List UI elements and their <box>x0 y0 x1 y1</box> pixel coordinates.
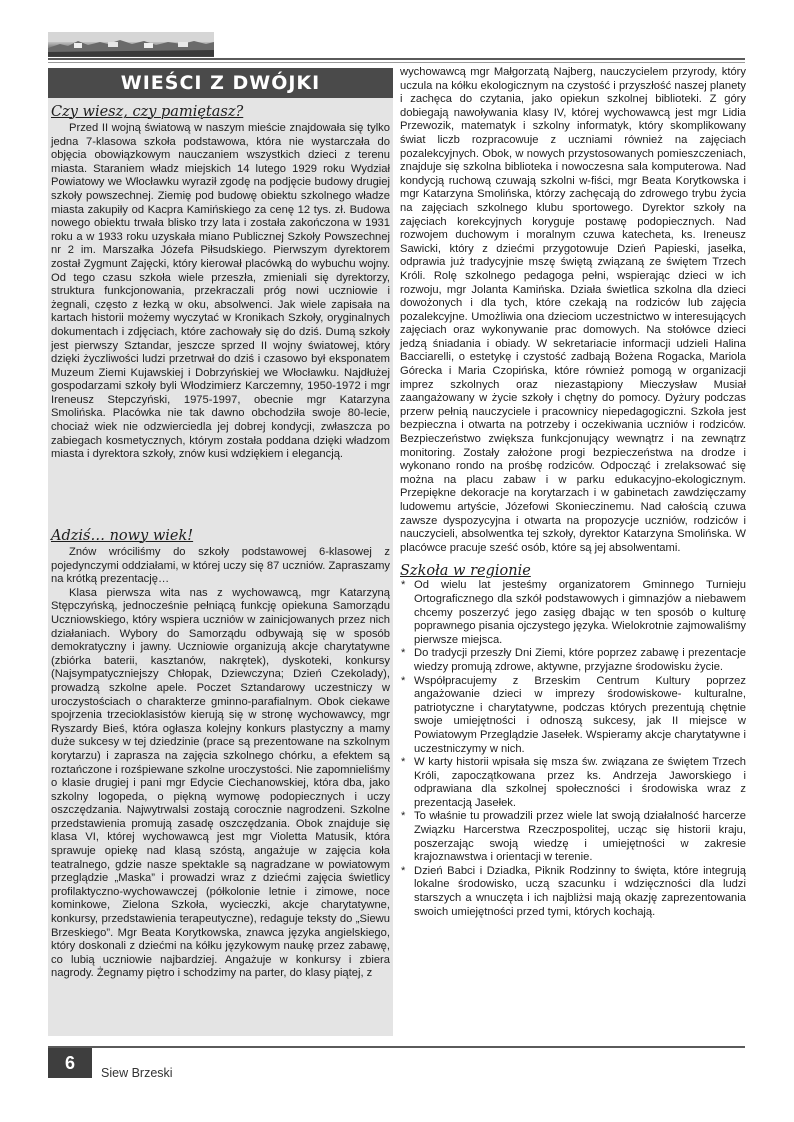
list-item: * Od wielu lat jesteśmy organizatorem Gminnego Turnieju Ortograficznego dla szkół podstawowych i gimnazjów a niebawem chcemy poszerzyć jego zasięg dbając w ten sposób o kulturę poprawnego pisania ojczystego języka. Wielokrotnie zajmowaliśmy pierwsze miejsca. <box>400 579 746 647</box>
magazine-name: Siew Brzeski <box>101 1066 173 1080</box>
page-number: 6 <box>48 1048 92 1078</box>
top-rule-thin <box>48 62 745 63</box>
section-title: WIEŚCI Z DWÓJKI <box>120 72 321 94</box>
heading-region: Szkoła w regionie <box>400 563 531 580</box>
header-photo-strip <box>48 32 214 57</box>
list-item: * Dzień Babci i Dziadka, Piknik Rodzinny to święta, które integrują lokalne środowisko, uczą szacunku i wdzięczności dla ludzi starszych a wnuczęta i ich najbliżsi mają okazję zaprezentowania swoich umiejętności przed tymi, których kochają. <box>400 865 746 919</box>
section-title-bar <box>48 68 393 98</box>
list-item: * To właśnie tu prowadzili przez wiele lat swoją działalność harcerze Związku Harcerstwa Rzeczpospolitej, ucząc się historii kraju, poszerzając swoją wiedzę i umiejętności w zakresie krajoznawstwa i orientacji w terenie. <box>400 810 746 864</box>
list-item: * W karty historii wpisała się msza św. związana ze świętem Trzech Króli, zapoczątkowana przez ks. Andrzeja Jaworskiego i odprawiana dla szkolnej społeczności i środowiska wraz z prezentacją Jasełek. <box>400 756 746 810</box>
heading-today: Adziś… nowy wiek! <box>51 528 194 544</box>
top-rule <box>48 58 745 60</box>
today-paragraph-3: wychowawcą mgr Małgorzatą Najberg, nauczycielem przyrody, który uczula na kółku ekologicznym na czystość i przyszłość naszej planety i zachęca do czytania, jako opiekun szkolnej biblioteki. Z góry dobiegają nawoływania klasy IV, której wychowawcą jest mgr Lidia Przewozik, matematyk i szkolny informatyk, który skomplikowany świat liczb rozpracowuje z uczniami również na zajęciach pozalekcyjnych. Obok, w nowych przystosowanych pomieszczeniach, znajduje się szkolna biblioteka i nowoczesna sala komputerowa. Nad kondycją ruchową czuwają szkolni w-fiści, mgr Beata Korytkowska i mgr Katarzyna Smolińska, którzy zachęcają do zdrowego trybu życia na zajęciach szkolnego klubu sportowego. Dyrektor szkoły na zajęciach korekcyjnych koryguje postawę podopiecznych. Nad rozwojem duchowym i moralnym czuwa katecheta, ks. Ireneusz Sawicki, który z dziećmi przygotowuje Dzień Papieski, jasełka, odprawia już tradycyjnie mszę świętą związaną ze świętem Trzech Króli. Rolę szkolnego pedagoga pełni, wspierając dzieci w ich rozwoju, mgr Jolanta Kamińska. Działa świetlica szkolna dla dzieci dowożonych i dla tych, które czekają na rodziców lub zajęcia pozalekcyjne. Umożliwia ona dzieciom uczestnictwo w interesujących zajęciach oraz wykonywanie prac domowych. Na stołówce dzieci jedzą śniadania i obiady. W sekretariacie informacji udzieli Halina Bacciarelli, o estetykę i czystość zadbają Bożena Rogacka, Mariola Górecka i Maria Czopińska, które również pomogą w organizacji imprez szkolnych oraz niezastąpiony Mieczysław Musiał zaangażowany w życie szkoły i chętny do pomocy. Dyżury podczas przerw pełnią nauczyciele i pracownicy niepedagogiczni. Szkoła jest bezpieczna i otwarta na potrzeby i oczekiwania uczniów i rodziców. Bezpieczeństwo zwiększa funkcjonujący wewnątrz i na zewnątrz monitoring. Zostały założone progi bezpieczeństwa na drodze i wykonano rondo na prośbę rodziców. Odpocząć i zrelaksować się można na placu zabaw i w parku edukacyjno-ekologicznym. Przepiękne dekoracje na korytarzach i w gabinetach zawdzięczamy ludowemu artyście, Józefowi Skonieczinemu. Nad całością czuwa zawsze dyspozycyjna i otwarta na propozycje uczniów, rodziców i nauczycieli, absolwentka tej szkoły, dyrektor Katarzyna Smolińska. W placówce pracuje sześć osób, które są jej absolwentami. <box>400 66 746 554</box>
list-item: * Do tradycji przeszły Dni Ziemi, które poprzez zabawę i prezentacje wiedzy promują zdrowe, aktywne, przyjazne środowisku życie. <box>400 647 746 674</box>
article-today <box>51 528 390 981</box>
bottom-rule <box>48 1046 745 1048</box>
today-paragraph-2: Klasa pierwsza wita nas z wychowawcą, mgr Katarzyną Stępczyńską, jednocześnie pełniącą funkcję opiekuna Samorządu Uczniowskiego, który wspiera uczniów w zainicjowanych przez nich działaniach. Wybory do Samorządu odbywają się w sposób demokratyczny i jawny. Uczniowie organizują akcje charytatywne (zbiórka baterii, kasztanów, nakrętek), dyskoteki, konkursy (Najsympatyczniejszy Chłopak, Dziewczyna; Dzień Czekolady), prowadzą szkolne apele. Poczet Sztandarowy uczestniczy w uroczystościach o charakterze gminno-parafialnym. Obok ciekawe spojrzenia trzecioklasistów kierują się w stronę wychowawcy, mgr Ryszardy Bieś, która ogłasza kolejny konkurs plastyczny a mamy duże sukcesy w tej dziedzinie (prace są prezentowane na szkolnym korytarzu) i zaprasza na zajęcia szkolnego chórku, a efektem są roztańczone i rozśpiewane szkolne uroczystości. Nie zapomnieliśmy o klasie drugiej i pani mgr Edycie Ciechanowskiej, która dba, jako szkolny logopeda, o piękną wymowę podopiecznych i uczy oszczędzania. Najwytrwalsi zostają corocznie nagrodzeni. Szkolne przedstawienia promują zasadę oszczędzania. Obok znajduje się klasa VI, której wychowawcą jest mgr Violetta Matusik, która sprawuje opiekę nad klasą szóstą, angażuje w zajęcia koła teatralnego, gdzie nasze spektakle są nagradzane w powiatowym przeglądzie „Maska” i prowadzi wraz z dziećmi zajęcia świetlicy profilaktyczno-wychowawczej (półkolonie letnie i zimowe, noce kominkowe, Zielona Szkoła, wycieczki, akcje charytatywne, konkursy, przedstawienia terapeutyczne), redaguje teksty do „Siewu Brzeskiego”. Mgr Beata Korytkowska, znawca języka angielskiego, który doskonali z dziećmi na kółku językowym naukę przez zabawę, co lubią uczniowie najbardziej. Angażuje w konkursy i zbiera nagrody. Żegnamy piętro i schodzimy na parter, do klasy piątej, z <box>51 586 390 980</box>
right-column <box>400 66 746 1046</box>
list-item: * Współpracujemy z Brzeskim Centrum Kultury poprzez angażowanie dzieci w imprezy środowiskowe- kulturalne, patriotyczne i charytatywne, podczas których prezentują chętnie swoje umiejętności i odnoszą sukcesy, jak II miejsce w Powiatowym Przeglądzie Jasełek. Wspieramy akcje charytatywne i uczestniczymy w nich. <box>400 675 746 757</box>
article-history <box>51 104 390 462</box>
heading-history: Czy wiesz, czy pamiętasz? <box>51 104 244 120</box>
history-paragraph: Przed II wojną światową w naszym mieście znajdowała się tylko jedna 7-klasowa szkoła podstawowa, która nie wystarczała do objęcia obowiązkowym nauczaniem wszystkich dzieci z terenu miasta. Staraniem władz miejskich 14 lutego 1929 roku Wydział Powiatowy we Włocławku wyraził zgodę na podjęcie budowy drugiej szkoły powszechnej. Ziemię pod budowę obiektu szkolnego władze miasta zakupiły od Kacpra Kamińskiego za cenę 12 tys. zł. Budowa nowego obiektu trwała blisko trzy lata i została zakończona w 1931 roku a w 1933 roku uzyskała miano Publicznej Szkoły Powszechnej nr 2 im. Marszałka Józefa Piłsudskiego. Pierwszym dyrektorem został Zygmunt Zajęcki, który kierował placówką do wybuchu wojny. Od tego czasu szkoła wiele przeszła, zmieniali się dyrektorzy, struktura funkcjonowania, przekraczali próg nowi uczniowie i żegnali, często z łezką w oku, absolwenci. Jak wiele zapisała na kartach historii możemy wyczytać w Kronikach Szkoły, oryginalnych dokumentach i zdjęciach, które zachowały się do dziś. Dumą szkoły jest pierwszy Sztandar, jeszcze sprzed II wojny światowej, który dzięki życzliwości ludzi przetrwał do dziś i czasowo był eksponatem Muzeum Ziemi Kujawskiej i Dobrzyńskiej we Włocławku. Najdłużej gospodarzami szkoły byli Włodzimierz Karczemny, 1950-1972 i mgr Ireneusz Stepczyński, 1975-1997, obecnie mgr Katarzyna Smolińska. Placówka nie tak dawno obchodziła swoje 80-lecie, chociaż wiek nie odzwierciedla jej dobrej kondycji, zwłaszcza po zabiegach kosmetycznych, którym została poddana dzięki władzom miasta i dyrektora szkoły, znów kusi wdziękiem i elegancją. <box>51 122 390 461</box>
today-paragraph-1: Znów wróciliśmy do szkoły podstawowej 6-klasowej z pojedynczymi oddziałami, w której uczy się 87 uczniów. Zapraszamy na krótką prezentację… <box>51 546 390 586</box>
region-list <box>400 579 746 919</box>
town-panorama-image <box>48 32 214 56</box>
